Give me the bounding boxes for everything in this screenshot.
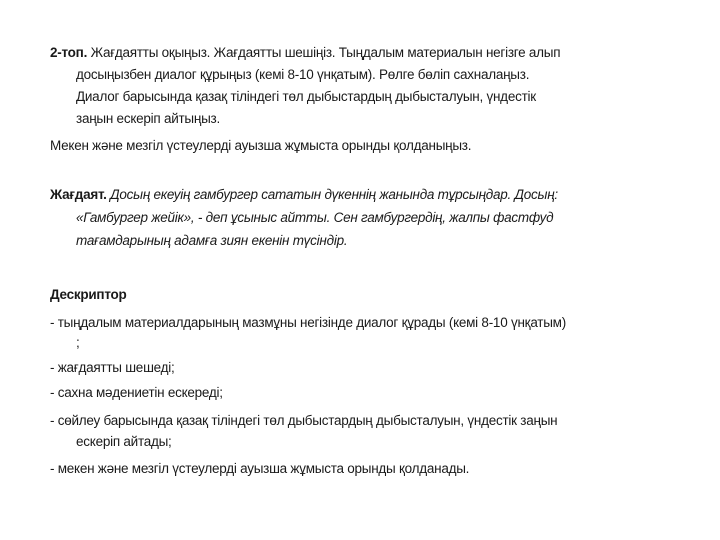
task-line-1 (50, 45, 560, 61)
situation-line-2: «Гамбургер жейік», - деп ұсыныс айтты. Сен гамбургердің, жалпы фастфуд (76, 210, 554, 225)
situation-text: Досың екеуің гамбургер сататын дүкеннің жанында тұрсыңдар. Досың: (110, 187, 558, 202)
situation-line-3: тағамдарының адамға зиян екенін түсіндір. (76, 233, 348, 248)
descriptor-title: Дескриптор (50, 287, 127, 302)
task-label: 2-топ. (50, 45, 88, 60)
task-line-3: Диалог барысында қазақ тіліндегі төл дыбыстардың дыбысталуын, үндестік (76, 89, 536, 104)
descriptor-item-4: - сөйлеу барысында қазақ тіліндегі төл дыбыстардың дыбысталуын, үндестік заңын (50, 413, 558, 428)
descriptor-item-4-cont: ескеріп айтады; (76, 434, 172, 449)
descriptor-item-3: - сахна мәдениетін ескереді; (50, 385, 223, 400)
descriptor-item-1: - тыңдалым материалдарының мазмұны негізінде диалог құрады (кемі 8-10 үнқатым) (50, 315, 566, 330)
descriptor-item-2: - жағдаятты шешеді; (50, 360, 175, 375)
task-line-2: досыңызбен диалог құрыңыз (кемі 8-10 үнқатым). Рөлге бөліп сахналаңыз. (76, 67, 530, 82)
situation-line-1 (50, 187, 558, 203)
task-line-4: заңын ескеріп айтыңыз. (76, 111, 220, 126)
descriptor-item-5: - мекен және мезгіл үстеулерді ауызша жұмыста орынды қолданады. (50, 461, 470, 476)
descriptor-item-1-cont: ; (76, 335, 80, 350)
task-text: Жағдаятты оқыңыз. Жағдаятты шешіңіз. Тыңдалым материалын негізге алып (90, 45, 561, 60)
task-note: Мекен және мезгіл үстеулерді ауызша жұмыста орынды қолданыңыз. (50, 138, 472, 153)
situation-label: Жағдаят. (50, 187, 107, 202)
